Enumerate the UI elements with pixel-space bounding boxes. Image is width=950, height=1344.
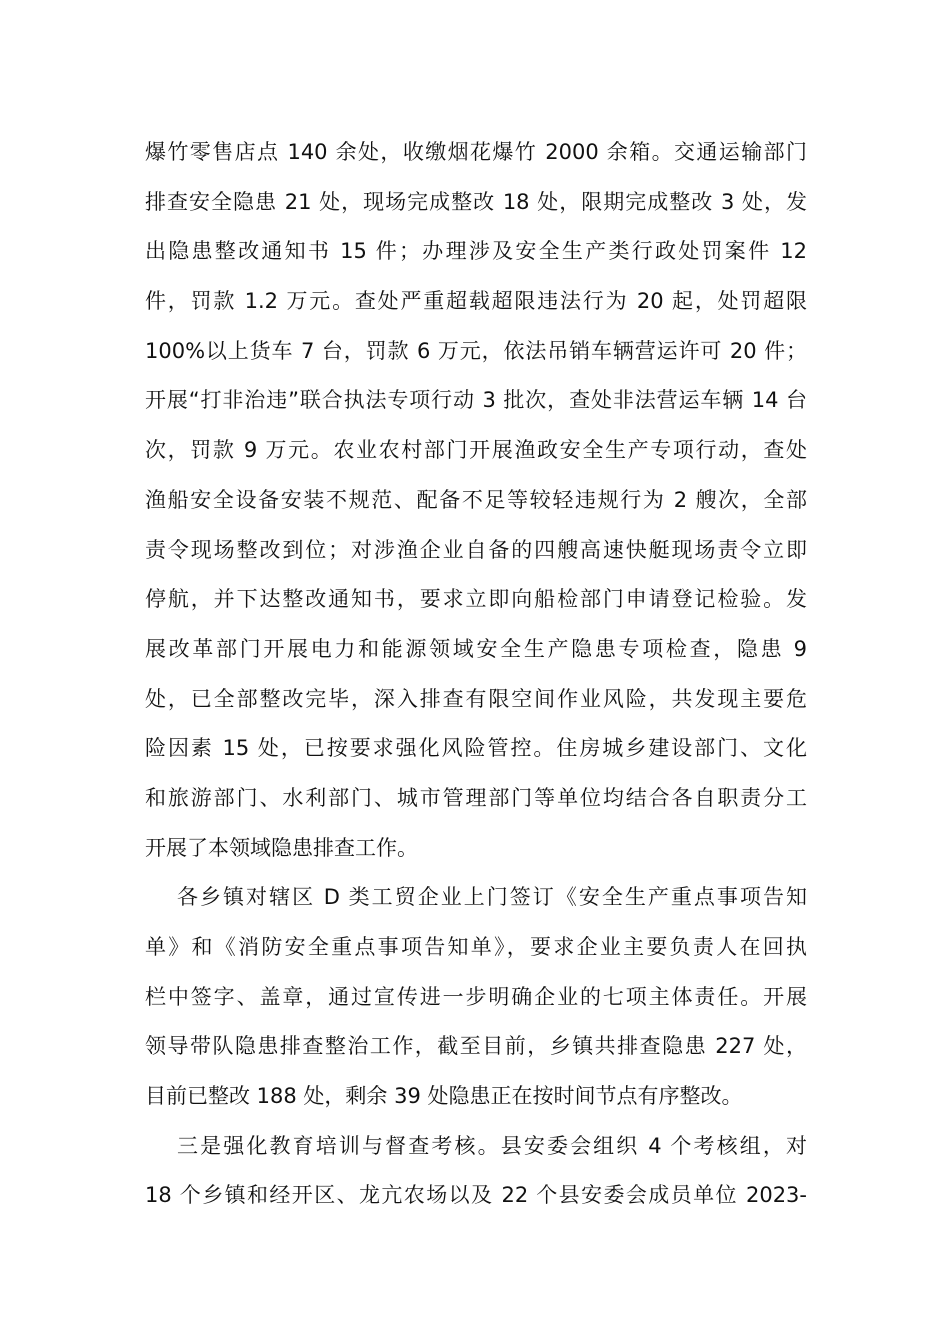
text-line: 单》和《消防安全重点事项告知单》，要求企业主要负责人在回执 xyxy=(145,935,807,959)
text-line: 出隐患整改通知书 15 件；办理涉及安全生产类行政处罚案件 12 xyxy=(145,239,807,264)
text-line: 目前已整改 188 处，剩余 39 处隐患正在按时间节点有序整改。 xyxy=(145,1084,743,1109)
text-line: 开展了本领域隐患排查工作。 xyxy=(145,835,418,860)
text-line: 件，罚款 1.2 万元。查处严重超载超限违法行为 20 起，处罚超限 xyxy=(145,289,807,314)
text-line: 处，已全部整改完毕，深入排查有限空间作业风险，共发现主要危 xyxy=(145,686,807,711)
text-line: 渔船安全设备安装不规范、配备不足等较轻违规行为 2 艘次，全部 xyxy=(145,487,807,512)
text-line: 展改革部门开展电力和能源领域安全生产隐患专项检查，隐患 9 xyxy=(145,636,807,661)
text-line: 开展“打非治违”联合执法专项行动 3 批次，查处非法营运车辆 14 台 xyxy=(145,388,807,413)
paragraph-departments-inspection xyxy=(145,128,807,873)
text-line: 18 个乡镇和经开区、龙亢农场以及 22 个县安委会成员单位 2023- xyxy=(145,1183,807,1208)
text-line: 停航，并下达整改通知书，要求立即向船检部门申请登记检验。发 xyxy=(145,587,807,612)
text-line: 各乡镇对辖区 D 类工贸企业上门签订《安全生产重点事项告知 xyxy=(177,885,807,910)
text-line: 排查安全隐患 21 处，现场完成整改 18 处，限期完成整改 3 处，发 xyxy=(145,189,807,214)
paragraph-training-assessment xyxy=(145,1122,807,1221)
text-line: 领导带队隐患排查整治工作，截至目前，乡镇共排查隐患 227 处， xyxy=(145,1034,807,1059)
text-line: 责令现场整改到位；对涉渔企业自备的四艘高速快艇现场责令立即 xyxy=(145,537,807,562)
paragraph-township-inspection xyxy=(145,873,807,1121)
text-line: 100%以上货车 7 台，罚款 6 万元，依法吊销车辆营运许可 20 件； xyxy=(145,338,807,363)
text-line: 栏中签字、盖章，通过宣传进一步明确企业的七项主体责任。开展 xyxy=(145,984,807,1009)
text-line: 次，罚款 9 万元。农业农村部门开展渔政安全生产专项行动，查处 xyxy=(145,438,807,463)
text-line: 险因素 15 处，已按要求强化风险管控。住房城乡建设部门、文化 xyxy=(145,736,807,761)
text-line: 和旅游部门、水利部门、城市管理部门等单位均结合各自职责分工 xyxy=(145,785,807,810)
text-line: 爆竹零售店点 140 余处，收缴烟花爆竹 2000 余箱。交通运输部门 xyxy=(145,140,807,164)
text-line: 三是强化教育培训与督查考核。县安委会组织 4 个考核组，对 xyxy=(177,1133,807,1158)
document-body xyxy=(145,128,807,1221)
